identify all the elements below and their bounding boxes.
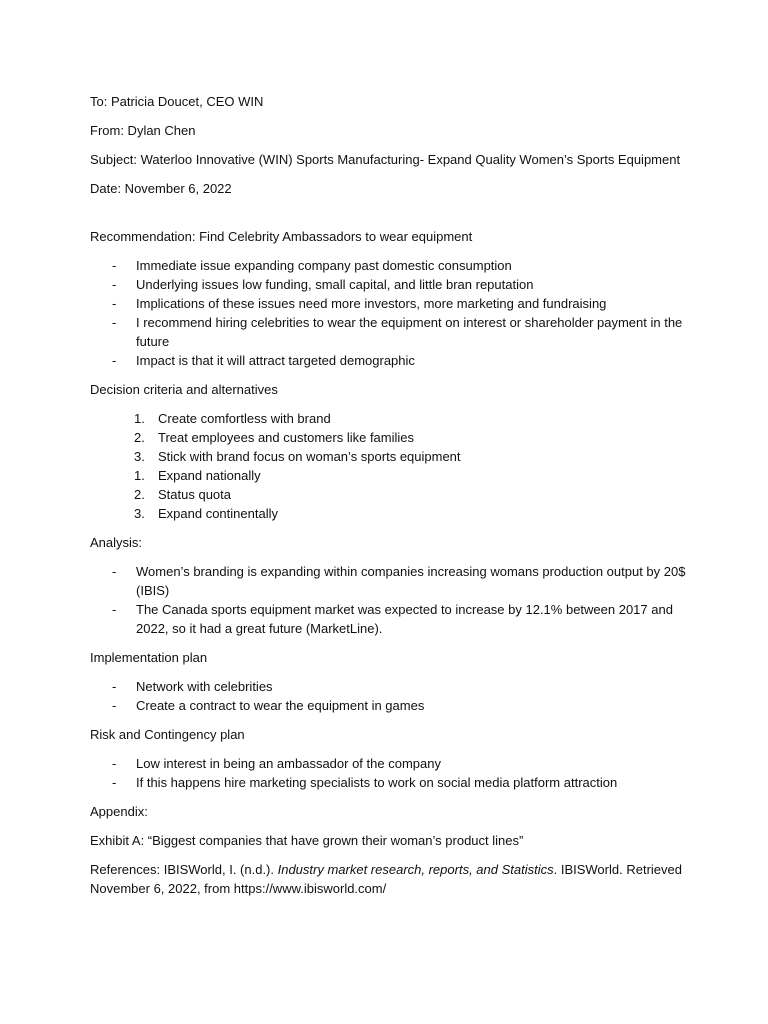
list-item — [90, 313, 690, 351]
list-item — [90, 256, 690, 275]
list-item — [90, 504, 690, 523]
blank-line — [90, 208, 690, 227]
memo-from: From: Dylan Chen — [90, 123, 196, 138]
references-suffix: . IBISWorld. Retrieved November 6, 2022, from https://www.ibisworld.com/ — [90, 862, 682, 896]
list-item — [90, 294, 690, 313]
memo-date: Date: November 6, 2022 — [90, 181, 232, 196]
memo-subject: Subject: Waterloo Innovative (WIN) Sports Manufacturing- Expand Quality Women’s Sports Equipment — [90, 152, 681, 167]
list-item — [90, 696, 690, 715]
dash-marker: - — [112, 602, 117, 617]
list-item-text: Create comfortless with brand — [158, 411, 331, 426]
list-item — [90, 754, 690, 773]
list-item — [90, 409, 690, 428]
analysis-heading: Analysis: — [90, 535, 143, 550]
list-item-text: Underlying issues low funding, small capital, and little bran reputation — [136, 277, 534, 292]
list-item-text: If this happens hire marketing specialists to work on social media platform attraction — [136, 775, 618, 790]
implementation-heading: Implementation plan — [90, 650, 208, 665]
risk-list — [90, 754, 690, 792]
dash-marker: - — [112, 277, 117, 292]
list-item-text: Low interest in being an ambassador of the company — [136, 756, 441, 771]
list-number: 1. — [134, 411, 145, 426]
list-item — [90, 447, 690, 466]
dash-marker: - — [112, 698, 117, 713]
list-item — [90, 351, 690, 370]
list-item — [90, 677, 690, 696]
list-item-text: Network with celebrities — [136, 679, 273, 694]
list-item-text: Treat employees and customers like families — [158, 430, 415, 445]
list-item-text: Women’s branding is expanding within companies increasing womans production output by 20$ (IBIS) — [136, 564, 686, 598]
list-item-text: Impact is that it will attract targeted demographic — [136, 353, 415, 368]
list-item — [90, 275, 690, 294]
dash-marker: - — [112, 564, 117, 579]
list-item-text: Stick with brand focus on woman’s sports equipment — [158, 449, 461, 464]
list-item-text: The Canada sports equipment market was expected to increase by 12.1% between 2017 and 2022, so it had a great future (MarketLine). — [136, 602, 673, 636]
implementation-list — [90, 677, 690, 715]
memo-document — [90, 92, 690, 908]
list-item-text: Create a contract to wear the equipment in games — [136, 698, 425, 713]
list-number: 2. — [134, 430, 145, 445]
list-number: 2. — [134, 487, 145, 502]
risk-heading: Risk and Contingency plan — [90, 727, 245, 742]
recommendation-heading: Recommendation: Find Celebrity Ambassadors to wear equipment — [90, 229, 473, 244]
list-item-text: Expand nationally — [158, 468, 261, 483]
dash-marker: - — [112, 775, 117, 790]
list-number: 3. — [134, 449, 145, 464]
dash-marker: - — [112, 296, 117, 311]
criteria-list — [90, 409, 690, 523]
appendix-heading: Appendix: — [90, 804, 148, 819]
list-item — [90, 428, 690, 447]
dash-marker: - — [112, 315, 117, 330]
exhibit-a: Exhibit A: “Biggest companies that have grown their woman’s product lines” — [90, 833, 524, 848]
list-number: 1. — [134, 468, 145, 483]
recommendation-list — [90, 256, 690, 370]
references-title: Industry market research, reports, and Statistics — [277, 862, 554, 877]
references-prefix: References: IBISWorld, I. (n.d.). — [90, 862, 278, 877]
list-item — [90, 773, 690, 792]
list-item — [90, 466, 690, 485]
list-item — [90, 485, 690, 504]
dash-marker: - — [112, 679, 117, 694]
dash-marker: - — [112, 353, 117, 368]
list-item-text: I recommend hiring celebrities to wear the equipment on interest or shareholder payment in the future — [136, 315, 683, 349]
analysis-list — [90, 562, 690, 638]
criteria-heading: Decision criteria and alternatives — [90, 382, 278, 397]
list-item — [90, 562, 690, 600]
list-item-text: Expand continentally — [158, 506, 278, 521]
references — [90, 860, 690, 898]
list-item-text: Immediate issue expanding company past domestic consumption — [136, 258, 512, 273]
list-item-text: Implications of these issues need more investors, more marketing and fundraising — [136, 296, 607, 311]
dash-marker: - — [112, 258, 117, 273]
dash-marker: - — [112, 756, 117, 771]
list-item-text: Status quota — [158, 487, 231, 502]
list-item — [90, 600, 690, 638]
memo-to: To: Patricia Doucet, CEO WIN — [90, 94, 264, 109]
list-number: 3. — [134, 506, 145, 521]
